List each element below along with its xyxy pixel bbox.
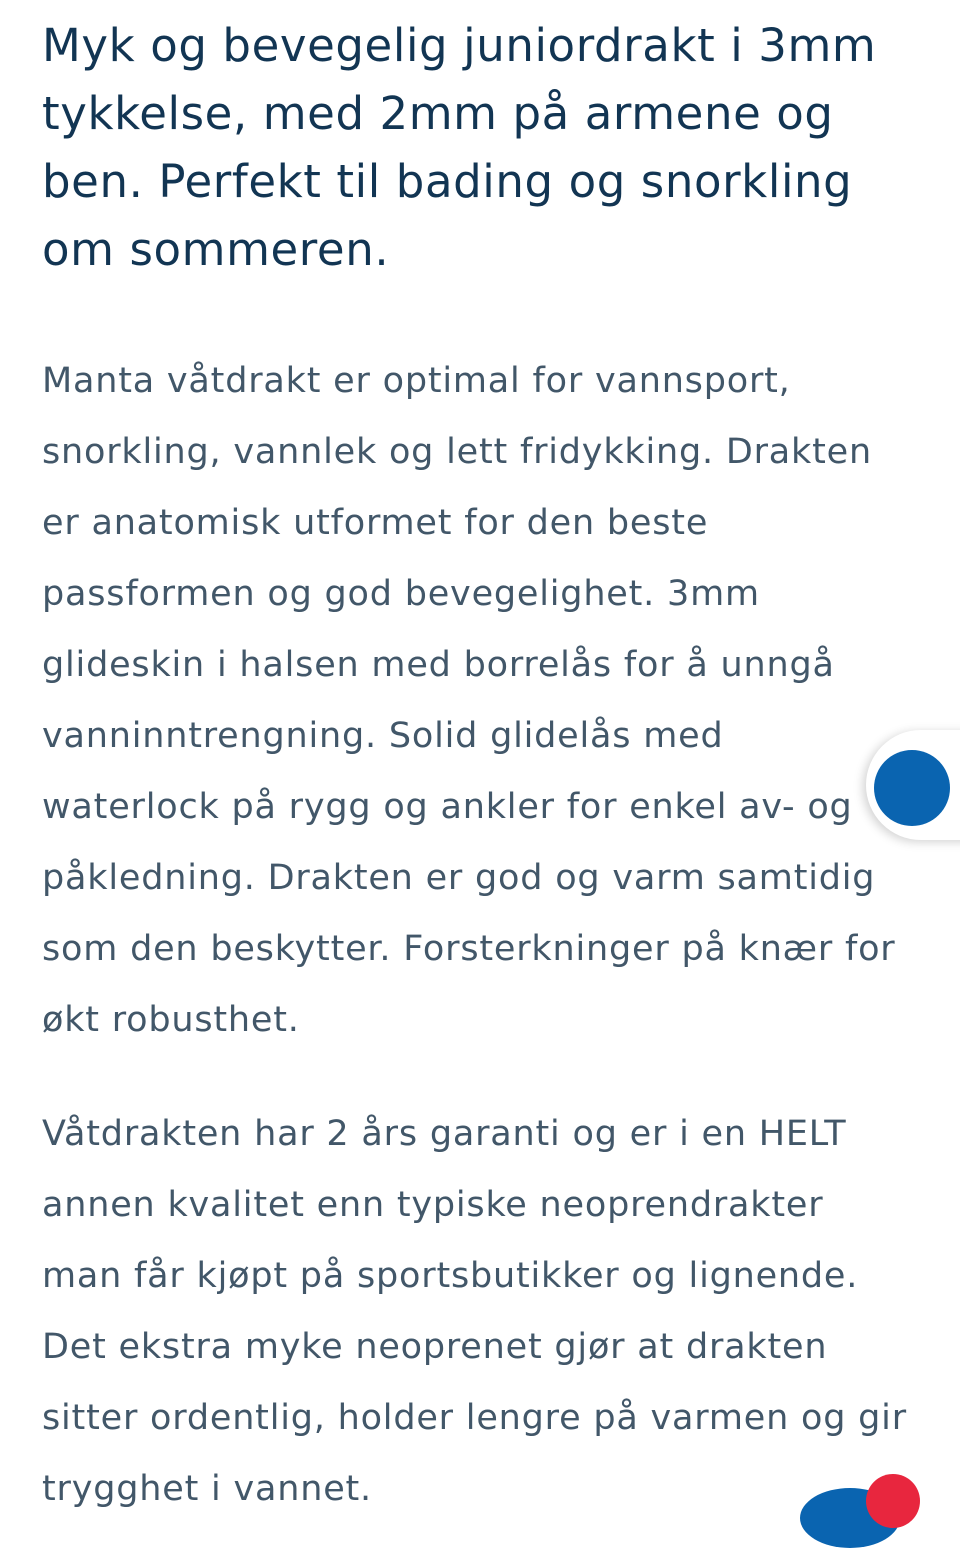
circle-button-icon[interactable] bbox=[874, 750, 950, 826]
description-paragraph-2: Våtdrakten har 2 års garanti og er i en HELT annen kvalitet enn typiske neoprendrakter man får kjøpt på sportsbutikker og lignende. Det ekstra myke neoprenet gjør at drakten sitter ordentlig, holder lengre på varmen og gir trygghet i vannet. bbox=[42, 1114, 907, 1509]
notification-badge-icon bbox=[866, 1474, 920, 1528]
description-paragraph-1: Manta våtdrakt er optimal for vannsport, snorkling, vannlek og lett fridykking. Drakten er anatomisk utformet for den beste passformen og god bevegelighet. 3mm glideskin i halsen med borrelås for å unngå vanninntrengning. Solid glidelås med waterlock på rygg og ankler for enkel av- og påkledning. Drakten er god og varm samtidig som den beskytter. Forsterkninger på knær for økt robusthet. bbox=[42, 361, 896, 1040]
product-description bbox=[42, 12, 912, 1525]
description-lead: Myk og bevegelig juniordrakt i 3mm tykkelse, med 2mm på armene og ben. Perfekt til bading og snorkling om sommeren. bbox=[42, 19, 877, 276]
